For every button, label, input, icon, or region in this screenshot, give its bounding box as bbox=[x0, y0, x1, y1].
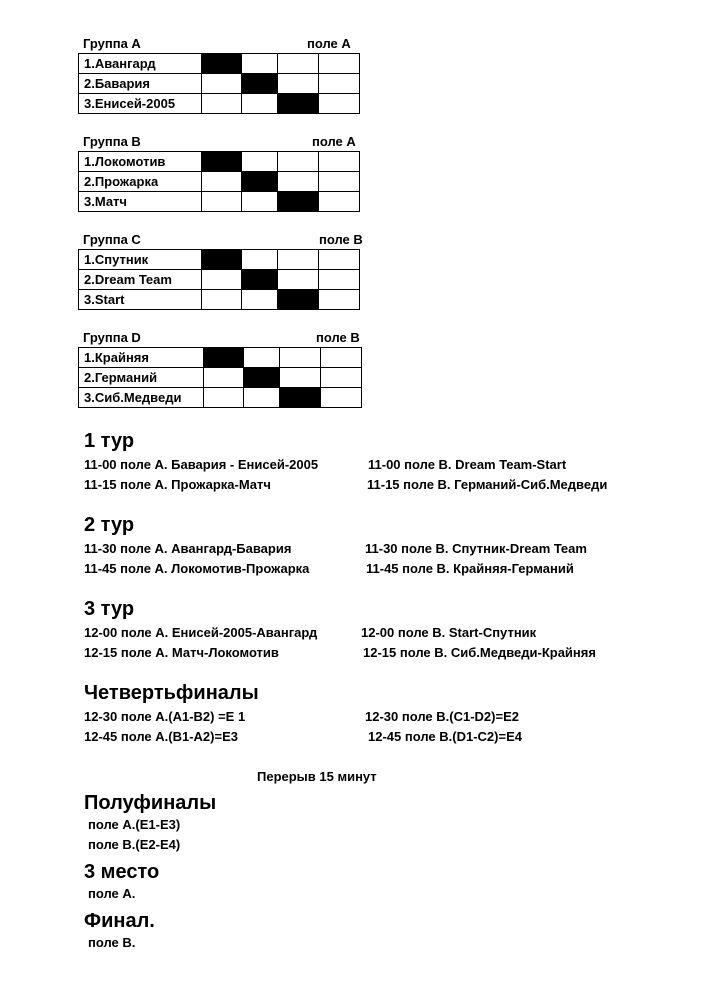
table-row bbox=[79, 172, 360, 192]
section-title: Финал. bbox=[84, 910, 155, 932]
round-3 bbox=[84, 597, 596, 663]
schedule-row bbox=[84, 539, 587, 559]
schedule-row bbox=[84, 707, 519, 727]
table-row bbox=[79, 54, 360, 74]
match-left: 11-15 поле А. Прожарка-Матч bbox=[84, 477, 271, 492]
table-row bbox=[79, 250, 360, 270]
round-title: 2 тур bbox=[84, 514, 135, 536]
schedule-row bbox=[84, 623, 537, 643]
schedule-row bbox=[84, 643, 596, 663]
team-name: 2.Dream Team bbox=[79, 270, 202, 290]
match-right: 12-00 поле В. Start-Спутник bbox=[361, 625, 537, 640]
final-line: поле В. bbox=[88, 935, 136, 950]
group-table bbox=[78, 347, 362, 408]
schedule-row bbox=[84, 559, 574, 579]
final bbox=[84, 909, 155, 953]
group-title: Группа С bbox=[83, 232, 141, 247]
team-name: 1.Крайняя bbox=[79, 348, 204, 368]
break-note: Перерыв 15 минут bbox=[257, 769, 377, 784]
match-right: 12-15 поле В. Сиб.Медведи-Крайняя bbox=[363, 645, 596, 660]
match-left: 11-00 поле А. Бавария - Енисей-2005 bbox=[84, 457, 319, 472]
round-title: 3 тур bbox=[84, 598, 135, 620]
table-row bbox=[79, 388, 362, 408]
team-name: 2.Прожарка bbox=[79, 172, 202, 192]
match-left: 12-45 поле А.(В1-А2)=Е3 bbox=[84, 729, 238, 744]
table-row bbox=[79, 368, 362, 388]
match-left: 11-30 поле А. Авангард-Бавария bbox=[84, 541, 292, 556]
group-c bbox=[78, 231, 368, 310]
group-title: Группа D bbox=[83, 330, 141, 345]
group-table bbox=[78, 151, 360, 212]
match-left: 12-15 поле А. Матч-Локомотив bbox=[84, 645, 279, 660]
third-place bbox=[84, 860, 159, 904]
match-left: 12-30 поле А.(А1-В2) =Е 1 bbox=[84, 709, 246, 724]
team-name: 1.Спутник bbox=[79, 250, 202, 270]
match-right: 11-15 поле В. Германий-Сиб.Медведи bbox=[367, 477, 608, 492]
group-d bbox=[78, 329, 368, 408]
team-name: 2.Германий bbox=[79, 368, 204, 388]
group-b bbox=[78, 133, 363, 212]
round-title: Четвертьфиналы bbox=[84, 682, 259, 704]
group-field: поле В bbox=[316, 330, 360, 345]
table-row bbox=[79, 348, 362, 368]
table-row bbox=[79, 152, 360, 172]
semifinals bbox=[84, 791, 216, 855]
team-name: 3.Матч bbox=[79, 192, 202, 212]
table-row bbox=[79, 74, 360, 94]
match-left: 12-00 поле А. Енисей-2005-Авангард bbox=[84, 625, 318, 640]
group-field: поле А bbox=[312, 134, 356, 149]
schedule-row bbox=[84, 455, 567, 475]
third-place-line: поле А. bbox=[88, 886, 136, 901]
round-2 bbox=[84, 513, 587, 579]
team-name: 3.Сиб.Медведи bbox=[79, 388, 204, 408]
schedule-row bbox=[84, 475, 608, 495]
group-field: поле А bbox=[307, 36, 351, 51]
team-name: 1.Авангард bbox=[79, 54, 202, 74]
match-left: 11-45 поле А. Локомотив-Прожарка bbox=[84, 561, 310, 576]
group-table bbox=[78, 53, 360, 114]
semifinal-line: поле А.(Е1-Е3) bbox=[88, 817, 181, 832]
team-name: 1.Локомотив bbox=[79, 152, 202, 172]
section-title: 3 место bbox=[84, 861, 160, 883]
table-row bbox=[79, 94, 360, 114]
team-name: 2.Бавария bbox=[79, 74, 202, 94]
match-right: 12-30 поле В.(С1-D2)=Е2 bbox=[365, 709, 519, 724]
match-right: 11-30 поле В. Спутник-Dream Team bbox=[365, 541, 587, 556]
team-name: 3.Start bbox=[79, 290, 202, 310]
round-1 bbox=[84, 429, 608, 495]
table-row bbox=[79, 290, 360, 310]
group-a bbox=[78, 35, 363, 114]
semifinal-line: поле В.(Е2-Е4) bbox=[88, 837, 181, 852]
schedule-row bbox=[84, 727, 522, 747]
table-row bbox=[79, 270, 360, 290]
match-right: 12-45 поле В.(D1-С2)=Е4 bbox=[368, 729, 522, 744]
group-title: Группа А bbox=[83, 36, 141, 51]
match-right: 11-45 поле В. Крайняя-Германий bbox=[366, 561, 574, 576]
group-field: поле В bbox=[319, 232, 363, 247]
table-row bbox=[79, 192, 360, 212]
group-table bbox=[78, 249, 360, 310]
group-title: Группа В bbox=[83, 134, 141, 149]
match-right: 11-00 поле В. Dream Team-Start bbox=[368, 457, 567, 472]
section-title: Полуфиналы bbox=[84, 792, 217, 814]
quarterfinals bbox=[84, 681, 522, 747]
team-name: 3.Енисей-2005 bbox=[79, 94, 202, 114]
round-title: 1 тур bbox=[84, 430, 135, 452]
